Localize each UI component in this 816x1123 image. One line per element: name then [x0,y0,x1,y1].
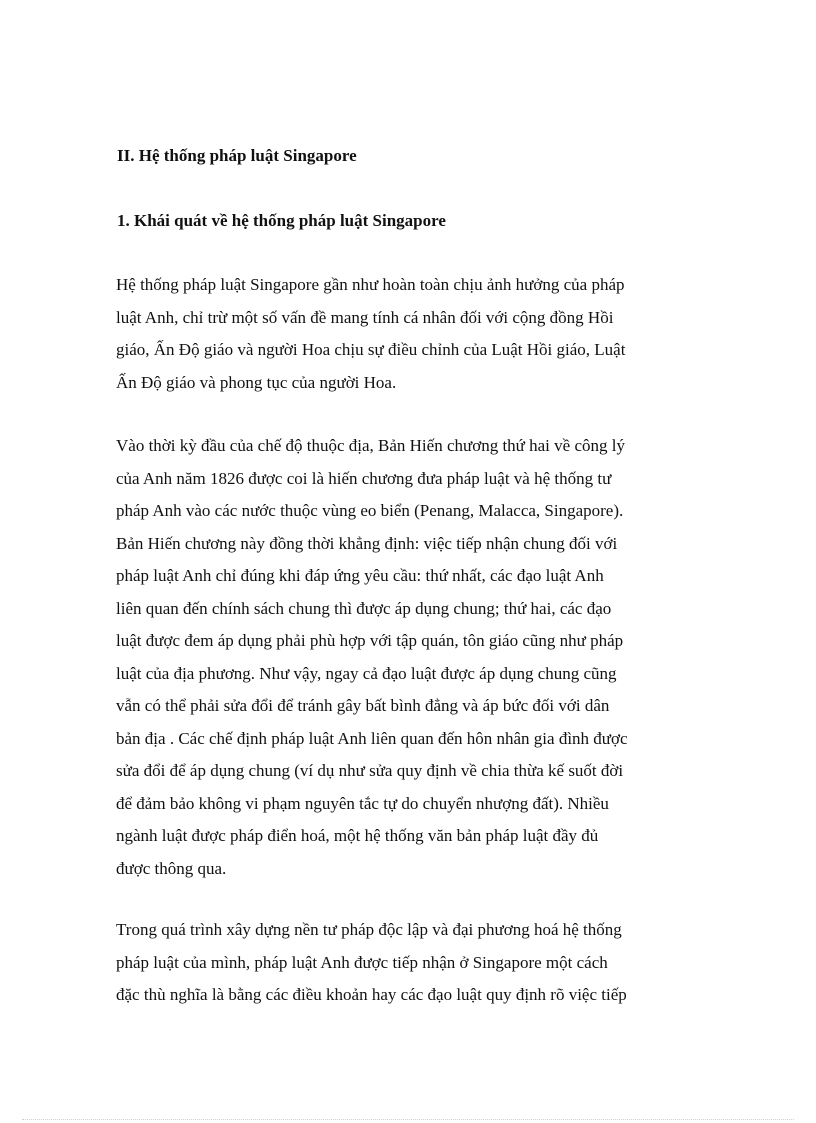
page-bottom-divider [22,1119,794,1120]
paragraph-line: pháp Anh vào các nước thuộc vùng eo biển (Penang, Malacca, Singapore). [116,501,624,520]
paragraph-line: giáo, Ấn Độ giáo và người Hoa chịu sự điều chỉnh của Luật Hồi giáo, Luật [116,340,626,359]
paragraph-line: pháp luật Anh chỉ đúng khi đáp ứng yêu cầu: thứ nhất, các đạo luật Anh [116,566,604,585]
paragraph-line: luật Anh, chỉ trừ một số vấn đề mang tính cá nhân đối với cộng đồng Hồi [116,307,614,327]
paragraph-line: Ấn Độ giáo và phong tục của người Hoa. [116,372,397,392]
section-heading: II. Hệ thống pháp luật Singapore [117,146,357,165]
paragraph-line: Hệ thống pháp luật Singapore gần như hoàn toàn chịu ảnh hưởng của pháp [116,275,625,294]
paragraph-line: bản địa . Các chế định pháp luật Anh liên quan đến hôn nhân gia đình được [116,728,628,748]
paragraph-2 [116,430,628,885]
paragraph-line: liên quan đến chính sách chung thì được áp dụng chung; thứ hai, các đạo [116,598,612,618]
paragraph-line: ngành luật được pháp điển hoá, một hệ thống văn bản pháp luật đầy đủ [116,826,599,845]
paragraph-line: được thông qua. [116,858,227,878]
paragraph-line: đặc thù nghĩa là bằng các điều khoản hay các đạo luật quy định rõ việc tiếp [116,985,627,1004]
paragraph-line: pháp luật của mình, pháp luật Anh được tiếp nhận ở Singapore một cách [116,952,608,972]
paragraph-line: luật của địa phương. Như vậy, ngay cả đạo luật được áp dụng chung cũng [116,663,617,683]
subsection-heading: 1. Khái quát về hệ thống pháp luật Singapore [117,211,446,230]
paragraph-3 [116,914,627,1012]
paragraph-line: sửa đổi để áp dụng chung (ví dụ như sửa quy định về chia thừa kế suốt đời [116,761,624,780]
paragraph-line: Bản Hiến chương này đồng thời khẳng định: việc tiếp nhận chung đối với [116,533,618,553]
paragraph-line: vẫn có thể phải sửa đổi để tránh gây bất bình đẳng và áp bức đối với dân [116,696,610,715]
paragraph-1 [116,269,625,399]
paragraph-line: để đảm bảo không vi phạm nguyên tắc tự do chuyển nhượng đất). Nhiều [116,793,609,813]
paragraph-line: Vào thời kỳ đầu của chế độ thuộc địa, Bản Hiến chương thứ hai về công lý [116,436,625,455]
paragraph-line: luật được đem áp dụng phải phù hợp với tập quán, tôn giáo cũng như pháp [116,631,624,650]
paragraph-line: Trong quá trình xây dựng nền tư pháp độc lập và đại phương hoá hệ thống [116,920,622,939]
paragraph-line: của Anh năm 1826 được coi là hiến chương đưa pháp luật và hệ thống tư [116,468,612,488]
